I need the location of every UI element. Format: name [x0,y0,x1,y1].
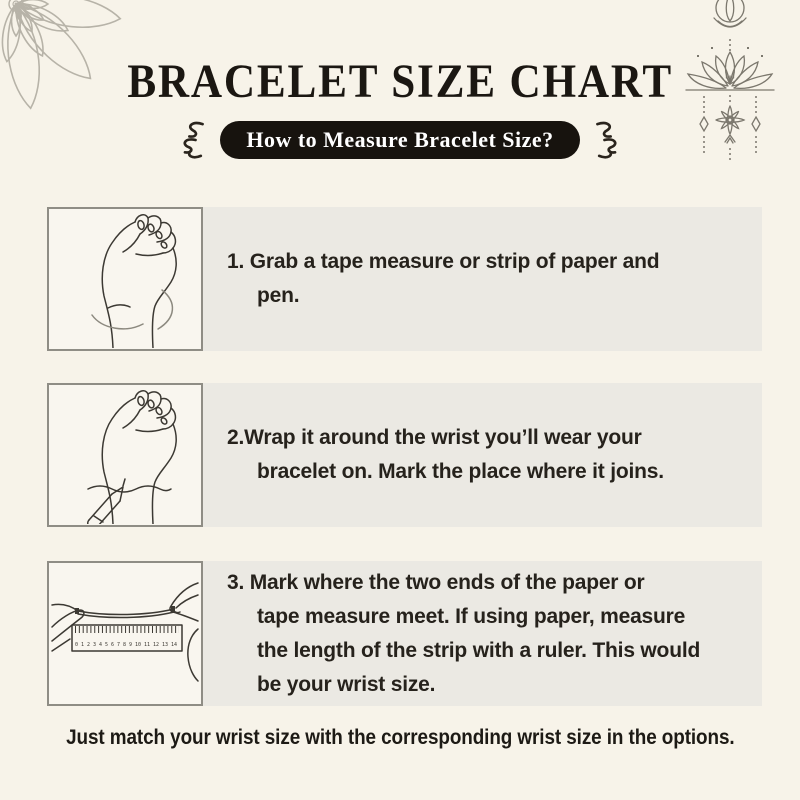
footer-note: Just match your wrist size with the corresponding wrist size in the options. [65,726,735,749]
curly-flourish-right-icon [593,117,623,163]
subtitle-badge: How to Measure Bracelet Size? [220,121,579,159]
step-1-text [203,207,762,351]
step-line: bracelet on. Mark the place where it joins. [257,460,664,483]
step-panel-2 [47,383,762,527]
step-line: 1. Grab a tape measure or strip of paper and [227,250,660,273]
subtitle-row [0,117,800,163]
page-title: BRACELET SIZE CHART [127,55,673,108]
pen-marking-wrist-illustration [50,386,200,524]
curly-flourish-left-icon [177,117,207,163]
step-line: pen. [257,284,300,307]
step-line: be your wrist size. [257,672,436,696]
step-1-illustration-box [47,207,203,351]
step-3-illustration-box [47,561,203,706]
step-panel-3 [47,561,762,706]
hands-ruler-measure-illustration [50,565,200,703]
ruler-numbers: 0 1 2 3 4 5 6 7 8 9 10 11 12 13 14 [75,641,178,648]
step-line: tape measure meet. If using paper, measure [257,604,686,628]
step-2-text [203,383,762,527]
step-2-illustration-box [47,383,203,527]
step-line: the length of the strip with a ruler. This would [257,638,701,662]
step-line: 3. Mark where the two ends of the paper or [227,570,645,594]
step-3-text [203,561,762,706]
fist-hand-measure-illustration [50,210,200,348]
step-panel-1 [47,207,762,351]
step-line: 2.Wrap it around the wrist you’ll wear your [227,426,642,449]
